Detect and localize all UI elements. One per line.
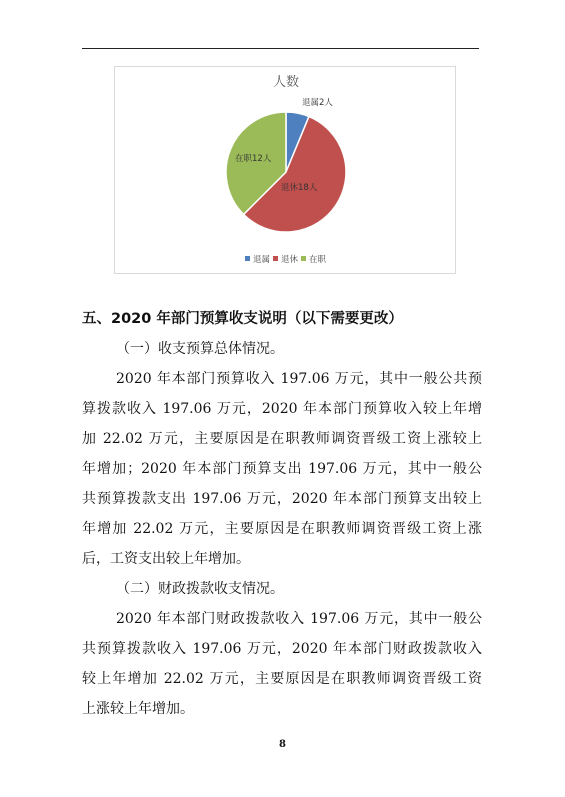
data-label-3: 在职12人 xyxy=(235,154,272,164)
paragraph-1 xyxy=(82,364,482,574)
paragraph-line: 后，工资支出较上年增加。 xyxy=(82,551,250,567)
legend-swatch-1 xyxy=(245,256,250,261)
data-label-1: 退属2人 xyxy=(302,98,333,108)
paragraph-line: 年增加 22.02 万元，主要原因是在职教师调资晋级工资上涨 xyxy=(82,521,482,537)
chart-title: 人数 xyxy=(272,75,300,90)
paragraph-line: 2020 年本部门财政拨款收入 197.06 万元，其中一般公 xyxy=(116,611,482,627)
paragraph-2 xyxy=(82,604,482,724)
paragraph-line: 2020 年本部门预算收入 197.06 万元，其中一般公共预 xyxy=(116,371,482,387)
paragraph-line: 算拨款收入 197.06 万元，2020 年本部门预算收入较上年增 xyxy=(82,401,482,417)
subsection-title-1: （一）收支预算总体情况。 xyxy=(116,341,284,357)
paragraph-line: 共预算拨款收入 197.06 万元，2020 年本部门财政拨款收入 xyxy=(82,641,482,657)
paragraph-line: 共预算拨款支出 197.06 万元，2020 年本部门预算支出较上 xyxy=(82,491,482,507)
paragraph-line: 上涨较上年增加。 xyxy=(82,701,194,717)
pie-chart xyxy=(115,67,455,273)
legend-label-2: 退休 xyxy=(281,255,299,265)
legend-swatch-2 xyxy=(273,256,278,261)
paragraph-line: 年增加；2020 年本部门预算支出 197.06 万元，其中一般公 xyxy=(82,461,482,477)
header-rule xyxy=(82,48,479,49)
paragraph-line: 加 22.02 万元，主要原因是在职教师调资晋级工资上涨较上 xyxy=(82,431,482,447)
section-heading: 五、2020 年部门预算收支说明（以下需要更改） xyxy=(82,311,403,327)
pie-chart-container xyxy=(114,66,456,274)
subsection-title-2: （二）财政拨款收支情况。 xyxy=(116,581,284,597)
legend-label-3: 在职 xyxy=(309,255,327,265)
legend-label-1: 退属 xyxy=(253,255,271,265)
paragraph-line: 较上年增加 22.02 万元，主要原因是在职教师调资晋级工资 xyxy=(82,671,482,687)
page-number: 8 xyxy=(279,739,286,750)
legend-swatch-3 xyxy=(301,256,306,261)
data-label-2: 退休18人 xyxy=(281,183,318,193)
